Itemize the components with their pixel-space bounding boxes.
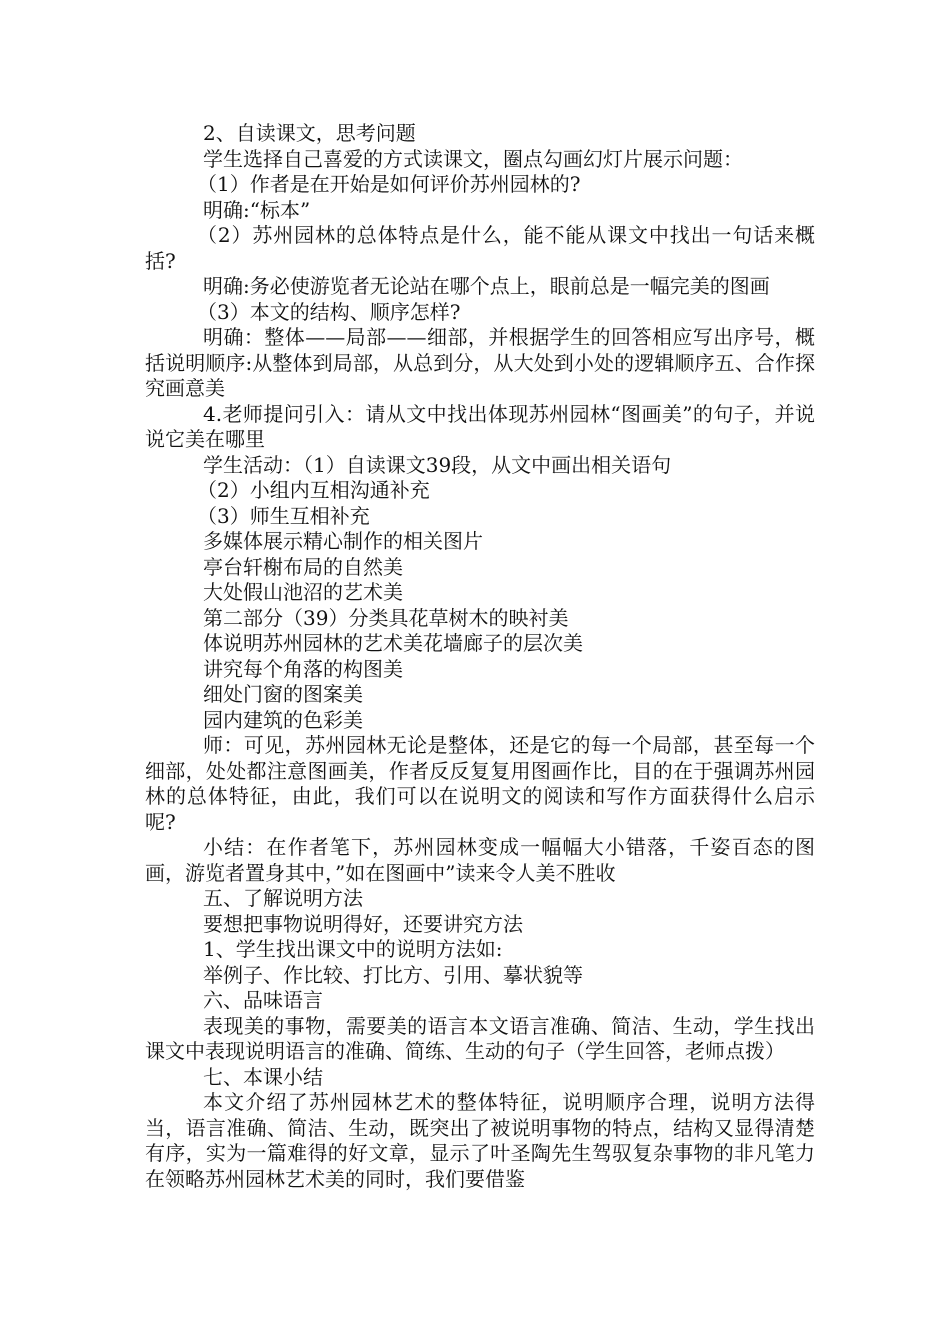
paragraph: 亭台轩榭布局的自然美 [203, 554, 403, 579]
document-body [145, 121, 815, 1192]
paragraph: 1、学生找出课文中的说明方法如: [203, 937, 503, 961]
section-heading: 五、了解说明方法 [203, 886, 363, 910]
paragraph: （2）小组内互相沟通补充 [197, 478, 430, 502]
paragraph: 细处门窗的图案美 [203, 682, 363, 706]
paragraph: 要想把事物说明得好，还要讲究方法 [203, 911, 523, 936]
section-heading: 六、品味语言 [203, 988, 323, 1012]
section-heading: 七、本课小结 [203, 1064, 323, 1089]
paragraph: 小结：在作者笔下，苏州园林变成一幅幅大小错落，千姿百态的图画，游览者置身其中，”如在图画中”读来令人美不胜收 [145, 835, 815, 885]
paragraph: 第二部分（39）分类具花草树木的映衬美 [203, 605, 569, 630]
paragraph: 举例子、作比较、打比方、引用、摹状貌等 [203, 962, 583, 987]
paragraph: 明确:“标本” [203, 197, 311, 222]
paragraph: （3）师生互相补充 [197, 503, 370, 528]
paragraph: 大处假山池沼的艺术美 [203, 580, 403, 604]
paragraph: 学生活动：（1）自读课文39段，从文中画出相关语句 [203, 452, 672, 477]
paragraph: 表现美的事物，需要美的语言本文语言准确、简洁、生动，学生找出课文中表现说明语言的准确、简练、生动的句子（学生回答，老师点拨） [145, 1013, 815, 1063]
paragraph: 讲究每个角落的构图美 [203, 656, 403, 681]
paragraph: （2）苏州园林的总体特点是什么，能不能从课文中找出一句话来概括? [145, 223, 815, 273]
paragraph: 体说明苏州园林的艺术美花墙廊子的层次美 [203, 631, 583, 655]
paragraph: 明确：整体——局部——细部，并根据学生的回答相应写出序号，概括说明顺序:从整体到局部，从总到分，从大处到小处的逻辑顺序五、合作探究画意美 [145, 325, 815, 400]
paragraph: 本文介绍了苏州园林艺术的整体特征，说明顺序合理，说明方法得当，语言准确、简洁、生动，既突出了被说明事物的特点，结构又显得清楚有序，实为一篇难得的好文章，显示了叶圣陶先生驾驭复杂事物的非凡笔力在领略苏州园林艺术美的同时，我们要借鉴 [145, 1090, 815, 1191]
paragraph: 4.老师提问引入：请从文中找出体现苏州园林“图画美”的句子，并说说它美在哪里 [145, 401, 815, 451]
paragraph: 2、自读课文，思考问题 [203, 121, 416, 145]
paragraph: （3）本文的结构、顺序怎样? [197, 299, 461, 324]
paragraph: 师：可见，苏州园林无论是整体，还是它的每一个局部，甚至每一个细部，处处都注意图画美，作者反反复复用图画作比，目的在于强调苏州园林的总体特征，由此，我们可以在说明文的阅读和写作方面获得什么启示呢? [145, 733, 815, 834]
paragraph: 明确:务必使游览者无论站在哪个点上，眼前总是一幅完美的图画 [203, 274, 770, 298]
paragraph: （1）作者是在开始是如何评价苏州园林的? [197, 172, 581, 196]
paragraph: 园内建筑的色彩美 [203, 707, 363, 732]
paragraph: 学生选择自己喜爱的方式读课文，圈点勾画幻灯片展示问题： [203, 146, 743, 171]
paragraph: 多媒体展示精心制作的相关图片 [203, 529, 483, 553]
